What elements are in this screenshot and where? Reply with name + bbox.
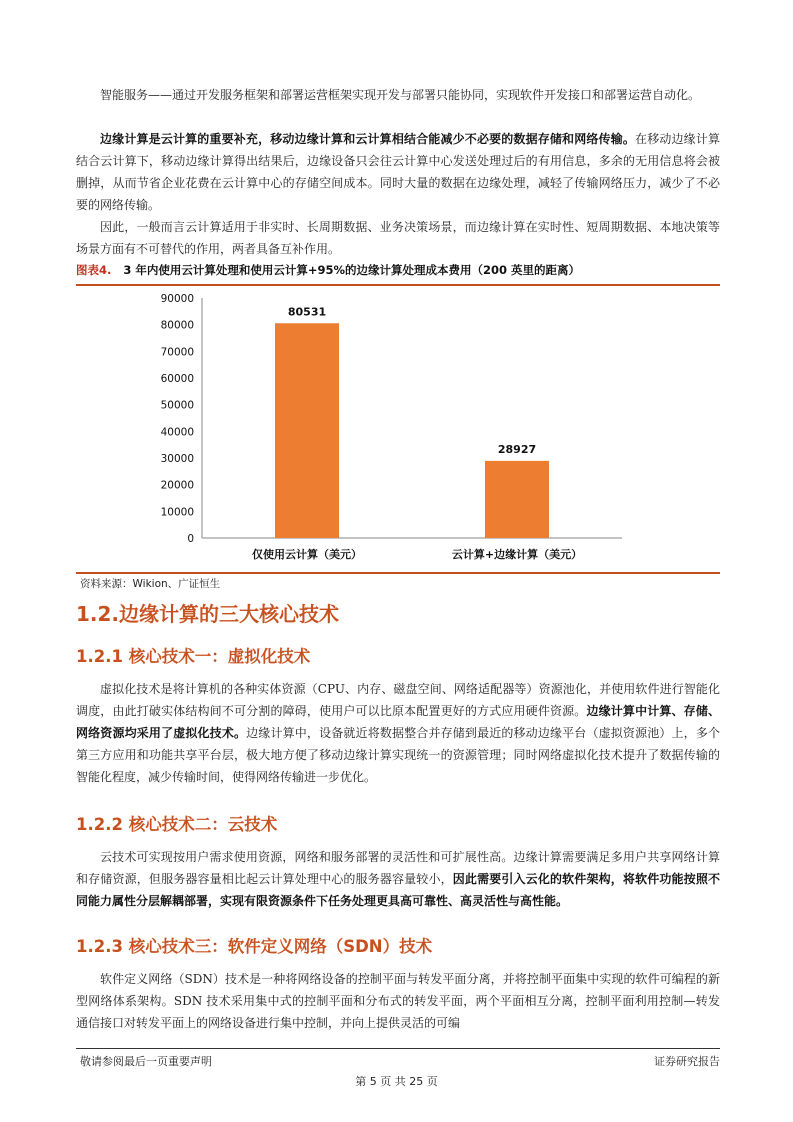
figure-label: 图表4. [76,263,112,277]
y-tick-label: 50000 [160,399,194,412]
paragraph-text: 虚拟化技术是将计算机的各种实体资源（CPU、内存、磁盘空间、网络适配器等）资源池化，并使用软件进行智能化调度，由此打破实体结构间不可分割的障碍，使用户可以比原本配置更好的方式应用硬件资源。 [76,682,720,718]
y-tick-label: 0 [187,533,194,545]
section-heading: 1.2.边缘计算的三大核心技术 [76,602,340,626]
cost-bar-chart [150,288,630,570]
paragraph-edge-cloud [76,128,720,216]
paragraph-text: 云技术可实现按用户需求使用资源，网络和服务部署的灵活性和可扩展性高。边缘计算需要满足多用户共享网络计算和存储资源，但服务器容量相比起云计算处理中心的服务器容量较小， [76,850,720,886]
y-tick-label: 90000 [160,293,194,305]
bold-statement: 边缘计算中计算、存储、网络资源均采用了虚拟化技术。 [76,704,720,740]
y-tick-label: 80000 [160,319,194,332]
subsection-heading-virtualization: 1.2.1 核心技术一：虚拟化技术 [76,647,311,666]
data-label: 28927 [497,442,537,456]
y-tick-label: 70000 [160,346,194,359]
subsection-heading-cloud: 1.2.2 核心技术二：云技术 [76,815,278,834]
bold-statement: 因此需要引入云化的软件架构，将软件功能按照不同能力属性分层解耦部署，实现有限资源条件下任务处理更具高可靠性、高灵活性与高性能。 [76,872,720,908]
paragraph-text: 智能服务——通过开发服务框架和部署运营框架实现开发与部署只能协同，实现软件开发接口和部署运营自动化。 [100,88,701,102]
figure-title: 3 年内使用云计算处理和使用云计算+95%的边缘计算处理成本费用（200 英里的距离） [123,263,581,277]
paragraph-text: 因此，一般而言云计算适用于非实时、长周期数据、业务决策场景，而边缘计算在实时性、短周期数据、本地决策等场景方面有不可替代的作用，两者具备互补作用。 [76,220,720,256]
y-tick-label: 10000 [160,506,194,519]
paragraph-sdn [76,968,720,1034]
paragraph-virtualization [76,678,720,788]
paragraph-cloud [76,846,720,912]
data-label: 80531 [287,305,327,319]
x-category-label: 云计算+边缘计算（美元） [451,548,583,561]
figure-caption [76,260,720,280]
y-tick-label: 20000 [160,479,194,492]
bar [275,323,339,538]
figure-top-rule [76,284,720,286]
x-category-label: 仅使用云计算（美元） [252,548,362,561]
footer-report-type: 证券研究报告 [654,1055,720,1068]
page-number: 第 5 页 共 25 页 [355,1075,438,1088]
y-tick-label: 40000 [160,426,194,439]
figure-source: 资料来源：Wikion、广证恒生 [80,578,221,590]
bar [485,461,549,538]
footer-disclaimer: 敬请参阅最后一页重要声明 [80,1055,212,1068]
paragraph-text: 在移动边缘计算结合云计算下，移动边缘计算得出结果后，边缘设备只会往云计算中心发送处理过后的有用信息，多余的无用信息将会被删掉，从而节省企业花费在云计算中心的存储空间成本。同时大量的数据在边缘处理，减轻了传输网络压力，减少了不必要的网络传输。 [76,132,720,212]
y-tick-label: 30000 [160,453,194,465]
figure-bottom-rule [76,572,720,574]
bold-statement: 边缘计算是云计算的重要补充，移动边缘计算和云计算相结合能减少不必要的数据存储和网络传输。 [100,132,636,146]
subsection-heading-sdn: 1.2.3 核心技术三：软件定义网络（SDN）技术 [76,937,433,956]
paragraph-smart-service [76,84,720,106]
footer-rule [76,1048,720,1049]
paragraph-text: 边缘计算中，设备就近将数据整合并存储到最近的移动边缘平台（虚拟资源池）上，多个第三方应用和功能共享平台层，极大地方便了移动边缘计算实现统一的资源管理；同时网络虚拟化技术提升了数据传输的智能化程度，减少传输时间，使得网络传输进一步优化。 [76,726,720,784]
paragraph-complement [76,216,720,260]
y-tick-label: 60000 [160,373,194,385]
paragraph-text: 软件定义网络（SDN）技术是一种将网络设备的控制平面与转发平面分离，并将控制平面集中实现的软件可编程的新型网络体系架构。SDN 技术采用集中式的控制平面和分布式的转发平面，两个平面相互分离，控制平面利用控制—转发通信接口对转发平面上的网络设备进行集中控制，并向上提供灵活的可编 [76,972,720,1030]
